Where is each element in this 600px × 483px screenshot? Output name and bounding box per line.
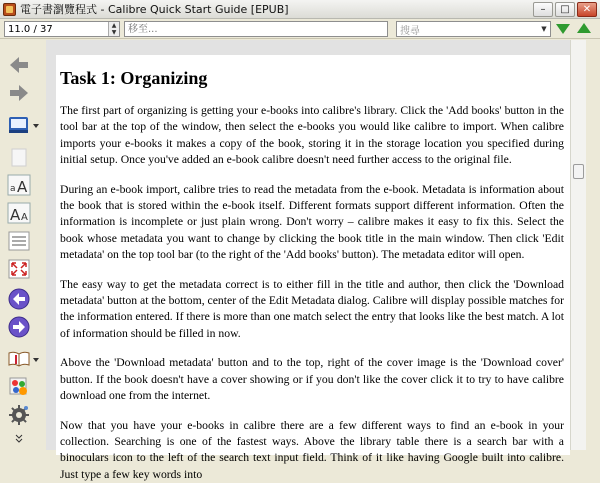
toc-button[interactable]	[6, 228, 32, 254]
more-tools-button[interactable]	[6, 432, 32, 444]
calibre-app-icon	[3, 3, 16, 16]
goto-location-input[interactable]	[124, 21, 388, 37]
chevron-down-icon[interactable]: ▼	[538, 25, 550, 33]
vertical-scrollbar[interactable]	[570, 40, 586, 450]
find-next-icon[interactable]	[556, 24, 570, 34]
find-previous-icon[interactable]	[577, 23, 591, 33]
fullscreen-button[interactable]	[6, 256, 32, 282]
page-number-value[interactable]: 11.0 / 37	[5, 24, 108, 35]
page-number-spinbox[interactable]	[4, 21, 120, 37]
reference-mode-icon	[7, 349, 31, 369]
more-tools-icon	[14, 433, 24, 443]
paragraph: The first part of organizing is getting your e-books into calibre's library. Click the 'Add books' button in the tool bar at the top of the window, then select the e-books you would like calibre to import. When calibre imports your e-books it makes a copy of the book, storing it in the storage location you specified during initial setup. Once you've added an e-book calibre doesn't need further access to the original file.	[60, 103, 564, 169]
top-toolbar	[0, 19, 600, 39]
side-toolbar	[0, 40, 44, 450]
back-icon	[8, 55, 30, 75]
svg-text:a: a	[10, 184, 16, 194]
reference-menu-caret-icon[interactable]	[33, 358, 39, 362]
paragraph: During an e-book import, calibre tries to read the metadata from the e-book. Metadata is information about the book that is stored within the e-book itself. Different formats support different information. Often the information is incomplete or just plain wrong. Don't worry – calibre makes it easy to fix this. Select the book whose metadata you want to change by clicking the book title in the main window. Then click 'Edit metadata' on the top tool bar (to the right of the 'Add books' button). The metadata editor will open.	[60, 182, 564, 264]
bookmarks-menu-caret-icon[interactable]	[33, 124, 39, 128]
spin-up-icon[interactable]: ▲	[109, 22, 119, 29]
next-page-button[interactable]	[6, 314, 32, 340]
scrollbar-thumb[interactable]	[573, 164, 584, 179]
print-icon	[7, 375, 31, 399]
preferences-button[interactable]	[6, 402, 32, 428]
font-smaller-icon	[7, 202, 31, 224]
maximize-button[interactable]: □	[555, 2, 575, 17]
paragraph: Above the 'Download metadata' button and to the top, right of the cover image is the 'Download cover' button. If the book doesn't have a cover showing or if you don't like the cover click it to try to have calibre download one from the internet.	[60, 355, 564, 404]
print-button[interactable]	[6, 374, 32, 400]
spin-down-icon[interactable]: ▼	[109, 29, 119, 36]
forward-button[interactable]	[6, 80, 32, 106]
svg-text:A: A	[21, 212, 28, 223]
previous-page-button[interactable]	[6, 286, 32, 312]
title-bar	[0, 0, 600, 19]
toc-icon	[8, 231, 30, 251]
fullscreen-icon	[8, 259, 30, 279]
bookmarks-icon	[7, 114, 31, 136]
reference-mode-button[interactable]	[6, 346, 32, 372]
book-page	[56, 55, 570, 455]
window-title: 電子書瀏覽程式 - Calibre Quick Start Guide [EPUB]	[20, 1, 533, 17]
bookmarks-button[interactable]	[6, 112, 32, 138]
close-button[interactable]: ✕	[577, 2, 597, 17]
copy-icon	[8, 146, 30, 168]
svg-text:A: A	[10, 206, 21, 224]
document-viewer[interactable]	[46, 40, 586, 450]
paragraph: Now that you have your e-books in calibre there are a few different ways to find an e-book in your collection. Searching is one of the fastest ways. Above the library table there is a search bar with a binoculars icon to the left of the search text input field. Think of it like having Google built into calibre. Just type a few key words into	[60, 418, 564, 483]
copy-button[interactable]	[6, 144, 32, 170]
svg-text:A: A	[17, 178, 28, 196]
search-placeholder[interactable]: 搜尋	[397, 22, 538, 37]
paragraph: The easy way to get the metadata correct is to either fill in the title and author, then click the 'Download metadata' button at the bottom, center of the Edit Metadata dialog. Calibre will display possible matches for the information entered. If there is more than one match select the entry that looks like the best match. A lot of information should be filled in now.	[60, 277, 564, 343]
previous-page-icon	[8, 288, 30, 310]
next-page-icon	[8, 316, 30, 338]
back-button[interactable]	[6, 52, 32, 78]
font-larger-icon	[7, 174, 31, 196]
page-heading: Task 1: Organizing	[60, 67, 564, 89]
preferences-icon	[8, 404, 30, 426]
search-combobox[interactable]	[396, 21, 551, 37]
font-larger-button[interactable]	[6, 172, 32, 198]
font-smaller-button[interactable]	[6, 200, 32, 226]
forward-icon	[8, 83, 30, 103]
minimize-button[interactable]: –	[533, 2, 553, 17]
